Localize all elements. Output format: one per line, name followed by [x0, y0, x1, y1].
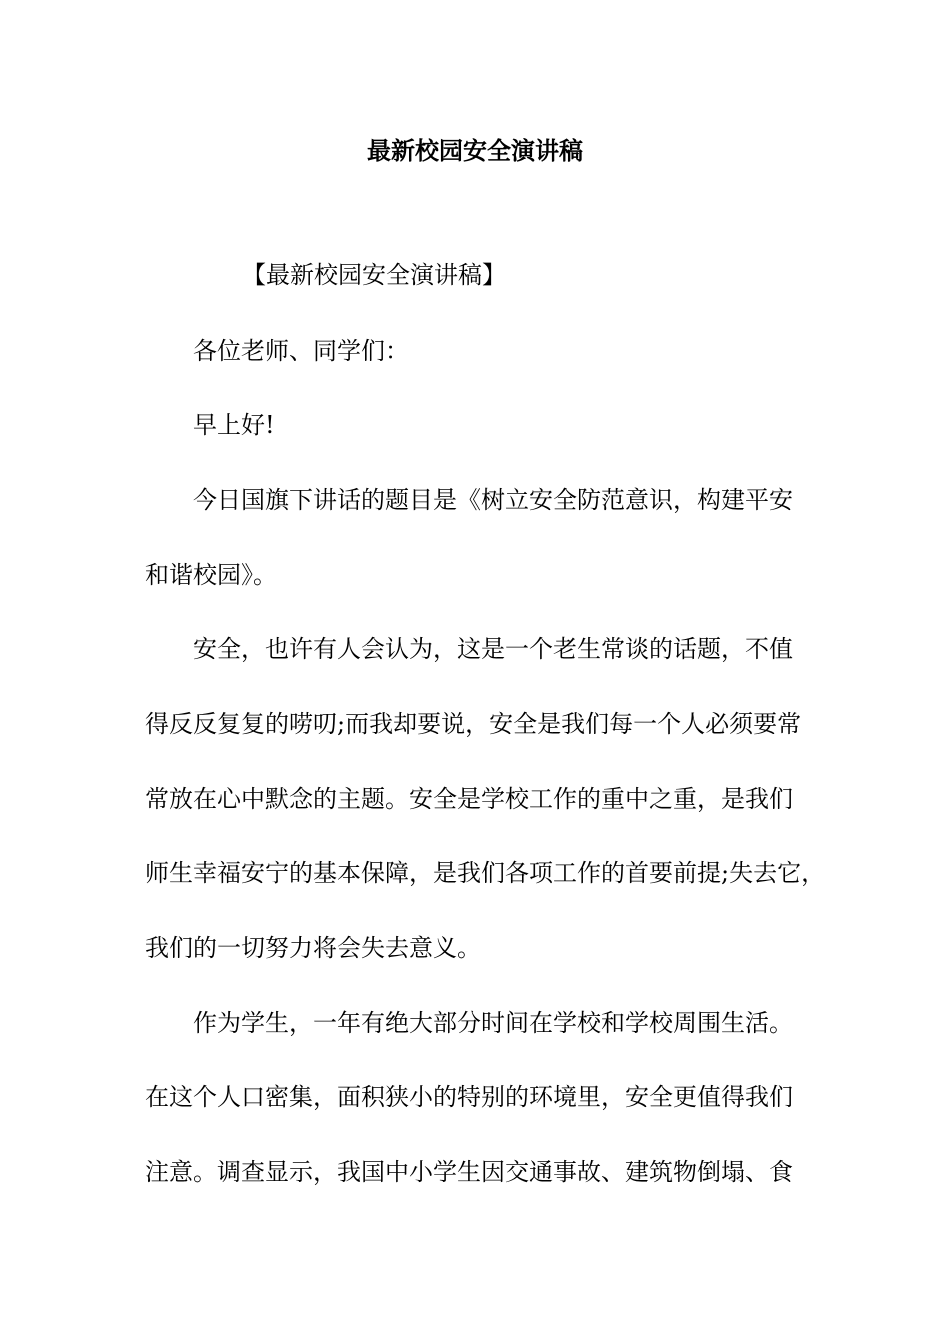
paragraph-line: 师生幸福安宁的基本保障，是我们各项工作的首要前提;失去它，: [145, 859, 826, 887]
paragraph-line: 在这个人口密集，面积狭小的特别的环境里，安全更值得我们: [145, 1083, 793, 1111]
document-title: 最新校园安全演讲稿: [367, 136, 583, 165]
paragraph-line: 得反反复复的唠叨;而我却要说，安全是我们每一个人必须要常: [145, 710, 802, 738]
paragraph-line: 我们的一切努力将会失去意义。: [145, 934, 481, 962]
paragraph-line: 安全，也许有人会认为，这是一个老生常谈的话题，不值: [193, 635, 793, 663]
paragraph-line: 作为学生，一年有绝大部分时间在学校和学校周围生活。: [193, 1009, 793, 1037]
document-subtitle: 【最新校园安全演讲稿】: [242, 261, 506, 289]
greeting-morning-line: 早上好!: [193, 411, 275, 439]
paragraph-line: 今日国旗下讲话的题目是《树立安全防范意识，构建平安: [193, 486, 793, 514]
paragraph-line: 常放在心中默念的主题。安全是学校工作的重中之重，是我们: [145, 785, 793, 813]
greeting-line: 各位老师、同学们：: [193, 337, 409, 365]
paragraph-line: 和谐校园》。: [145, 561, 277, 589]
paragraph-line: 注意。调查显示，我国中小学生因交通事故、建筑物倒塌、食: [145, 1158, 793, 1186]
